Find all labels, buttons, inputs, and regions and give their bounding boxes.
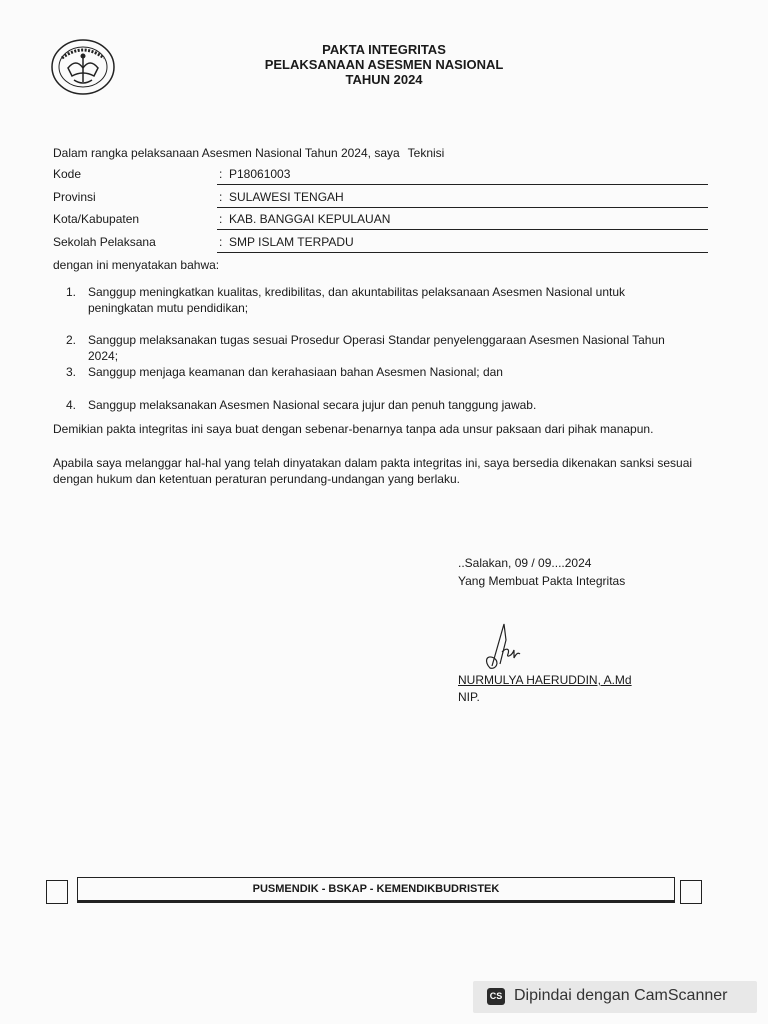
intro-statement xyxy=(53,146,444,160)
list-item xyxy=(66,397,686,415)
field-colon: : xyxy=(219,235,223,249)
footer-right-box xyxy=(680,880,702,904)
list-item-text: Sanggup melaksanakan tugas sesuai Prosedur Operasi Standar penyelenggaraan Asesmen Nasional Tahun 2024; xyxy=(88,333,665,363)
field-underline xyxy=(217,229,708,230)
document-title: PAKTA INTEGRITAS xyxy=(322,42,446,57)
field-value: P18061003 xyxy=(229,167,291,181)
list-item xyxy=(66,364,686,382)
field-sekolah-pelaksana xyxy=(53,233,708,253)
field-colon: : xyxy=(219,190,223,204)
declaration-intro: dengan ini menyatakan bahwa: xyxy=(53,258,220,272)
field-label: Kota/Kabupaten xyxy=(53,212,140,226)
closing-statement: Demikian pakta integritas ini saya buat dengan sebenar-benarnya tanpa ada unsur paksaan dari pihak manapun. xyxy=(53,422,654,436)
field-value: KAB. BANGGAI KEPULAUAN xyxy=(229,212,391,226)
signatory-name: NURMULYA HAERUDDIN, A.Md xyxy=(458,673,632,687)
field-value: SMP ISLAM TERPADU xyxy=(229,235,354,249)
signatory-caption: Yang Membuat Pakta Integritas xyxy=(458,574,626,588)
camscanner-watermark xyxy=(473,981,757,1013)
list-item-number: 4. xyxy=(66,398,77,412)
field-colon: : xyxy=(219,167,223,181)
field-underline xyxy=(217,184,708,185)
list-item-text: Sanggup meningkatkan kualitas, kredibilitas, dan akuntabilitas pelaksanaan Asesmen Nasional untuk peningkatan mutu pendidikan; xyxy=(88,285,626,315)
footer-banner: PUSMENDIK - BSKAP - KEMENDIKBUDRISTEK xyxy=(77,877,675,903)
list-item xyxy=(66,332,686,363)
list-item xyxy=(66,284,686,318)
intro-role: Teknisi xyxy=(407,146,445,160)
field-kode xyxy=(53,165,708,185)
list-item-number: 1. xyxy=(66,285,77,299)
signatory-nip: NIP. xyxy=(458,690,480,704)
field-underline xyxy=(217,207,708,208)
sanction-statement: Apabila saya melanggar hal-hal yang telah dinyatakan dalam pakta integritas ini, saya bersedia dikenakan sanksi sesuai dengan hukum dan ketentuan peraturan perundang-undangan yang berlaku. xyxy=(53,456,693,486)
list-item-number: 2. xyxy=(66,333,77,347)
list-item-number: 3. xyxy=(66,365,77,379)
document-year: TAHUN 2024 xyxy=(345,72,423,87)
handwritten-signature-icon xyxy=(470,618,530,676)
footer-left-box xyxy=(46,880,68,904)
list-item-text: Sanggup menjaga keamanan dan kerahasiaan bahan Asesmen Nasional; dan xyxy=(88,365,503,379)
intro-text: Dalam rangka pelaksanaan Asesmen Nasional Tahun 2024, saya xyxy=(53,146,400,160)
document-subtitle: PELAKSANAAN ASESMEN NASIONAL xyxy=(264,57,504,72)
place-date: ..Salakan, 09 / 09....2024 xyxy=(458,556,592,570)
camscanner-text: Dipindai dengan CamScanner xyxy=(514,987,728,1004)
field-label: Kode xyxy=(53,167,82,181)
field-kota-kabupaten xyxy=(53,210,708,230)
field-label: Sekolah Pelaksana xyxy=(53,235,156,249)
camscanner-icon: CS xyxy=(487,988,505,1005)
field-label: Provinsi xyxy=(53,190,96,204)
field-colon: : xyxy=(219,212,223,226)
field-underline xyxy=(217,252,708,253)
field-value: SULAWESI TENGAH xyxy=(229,190,344,204)
field-provinsi xyxy=(53,188,708,208)
list-item-text: Sanggup melaksanakan Asesmen Nasional secara jujur dan penuh tanggung jawab. xyxy=(88,398,537,412)
